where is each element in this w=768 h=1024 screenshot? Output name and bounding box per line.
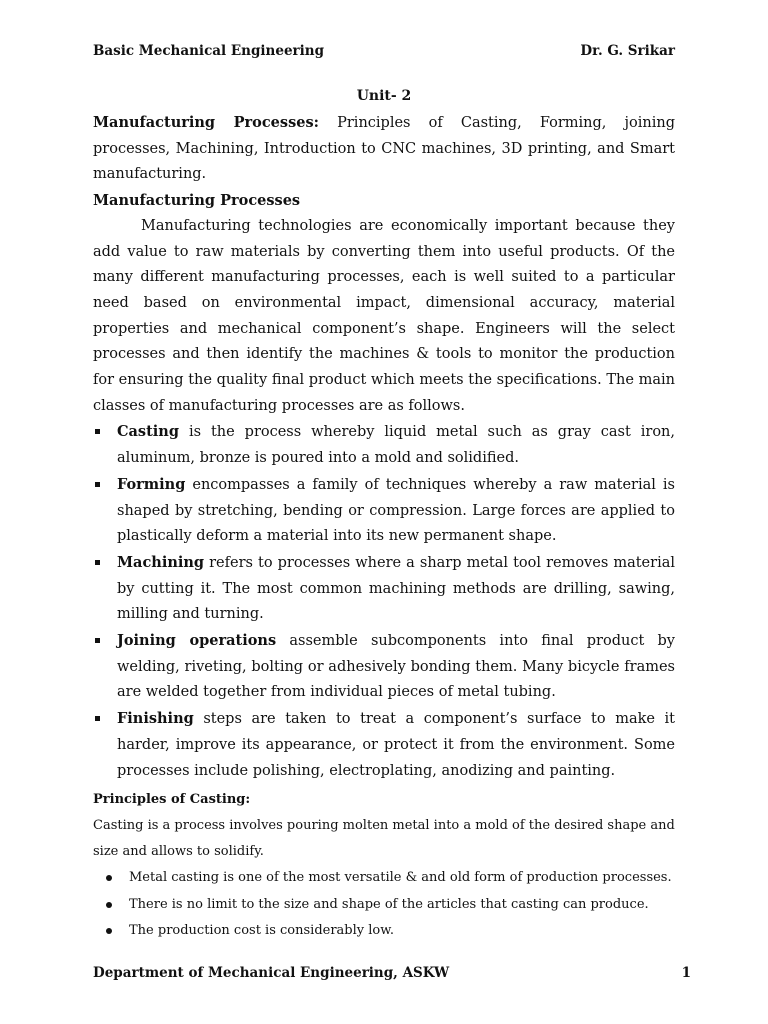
process-item bbox=[93, 419, 675, 471]
process-description: encompasses a family of techniques whereby a raw material is shaped by stretching, bending or compression. Large forces are applied to plastically deform a material into its new permanent shape. bbox=[117, 476, 675, 545]
square-bullet-icon bbox=[95, 716, 100, 721]
intro-text: Principles of Casting, Forming, joining processes, Machining, Introduction to CNC machines, 3D printing, and Smart manufacturing. bbox=[93, 115, 676, 183]
process-description: steps are taken to treat a component’s surface to make it harder, improve its appearance, or protect it from the environment. Some processes include polishing, electroplating, anodizing and painting. bbox=[117, 711, 675, 779]
process-term: Forming bbox=[117, 475, 186, 493]
intro-label: Manufacturing Processes: bbox=[93, 114, 319, 131]
page-footer bbox=[93, 965, 691, 981]
process-item bbox=[93, 628, 675, 706]
process-description: is the process whereby liquid metal such as gray cast iron, aluminum, bronze is poured into a mold and solidified. bbox=[117, 424, 675, 467]
round-bullet-icon bbox=[106, 875, 112, 881]
unit-title: Unit- 2 bbox=[356, 88, 412, 104]
process-item bbox=[93, 706, 675, 784]
casting-paragraph: Casting is a process involves pouring molten metal into a mold of the desired shape and size and allows to solidify. bbox=[93, 818, 675, 860]
process-item bbox=[93, 472, 675, 550]
casting-points-list bbox=[93, 865, 675, 945]
process-term: Machining bbox=[117, 553, 205, 571]
intro-paragraph bbox=[93, 110, 675, 188]
process-description: refers to processes where a sharp metal tool removes material by cutting it. The most common machining methods are drilling, sawing, milling and turning. bbox=[117, 554, 675, 623]
process-description: assemble subcomponents into final product by welding, riveting, bolting or adhesively bonding them. Many bicycle frames are welded together from individual pieces of metal tubing. bbox=[117, 633, 675, 701]
header-course-title: Basic Mechanical Engineering bbox=[93, 43, 325, 59]
page-header bbox=[93, 43, 675, 59]
section-heading-casting: Principles of Casting: bbox=[93, 792, 251, 808]
section-heading-manufacturing: Manufacturing Processes bbox=[93, 192, 301, 210]
casting-point-text: Metal casting is one of the most versatile & and old form of production processes. bbox=[129, 870, 672, 886]
process-term: Casting bbox=[117, 423, 179, 441]
casting-point bbox=[93, 892, 675, 919]
header-author: Dr. G. Srikar bbox=[580, 43, 675, 59]
square-bullet-icon bbox=[95, 638, 100, 643]
process-item bbox=[93, 550, 675, 628]
manufacturing-paragraph: Manufacturing technologies are economically important because they add value to raw materials by converting them into useful products. Of the many different manufacturing processes, each is well suited to a particular need based on environmental impact, dimensional accuracy, material properties and mechanical component’s shape. Engineers will the select processes and then identify the machines & tools to monitor the production for ensuring the quality final product which meets the specifications. The main classes of manufacturing processes are as follows. bbox=[93, 217, 675, 414]
page-number: 1 bbox=[681, 965, 691, 981]
footer-department: Department of Mechanical Engineering, ASKW bbox=[93, 965, 450, 981]
process-term: Finishing bbox=[117, 710, 194, 728]
casting-point-text: There is no limit to the size and shape of the articles that casting can produce. bbox=[129, 896, 649, 912]
process-list bbox=[93, 419, 675, 784]
round-bullet-icon bbox=[106, 902, 112, 908]
square-bullet-icon bbox=[95, 560, 100, 565]
casting-point bbox=[93, 865, 675, 892]
process-term: Joining operations bbox=[117, 632, 277, 650]
page-body bbox=[93, 86, 675, 945]
casting-point-text: The production cost is considerably low. bbox=[129, 923, 394, 939]
square-bullet-icon bbox=[95, 482, 100, 487]
casting-point bbox=[93, 918, 675, 945]
square-bullet-icon bbox=[95, 429, 100, 434]
round-bullet-icon bbox=[106, 928, 112, 934]
